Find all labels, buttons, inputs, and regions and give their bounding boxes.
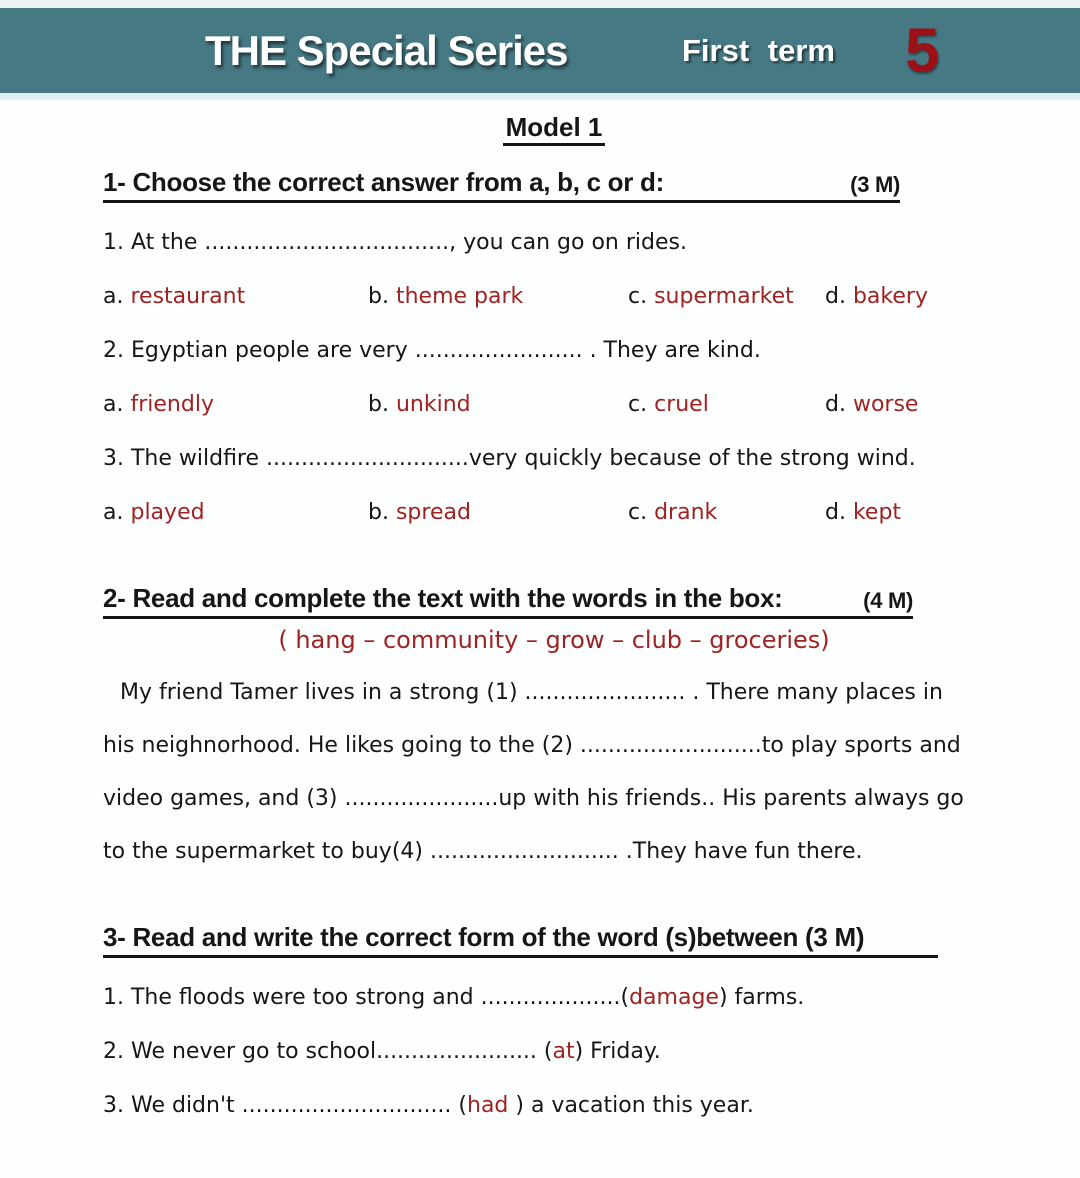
series-title: THE Special Series [205,26,568,74]
option-d: d. kept [825,500,902,525]
issue-number: 5 [905,16,940,85]
term-label: First term [682,32,835,68]
paragraph-line-1: My friend Tamer lives in a strong (1) ....................... . There many places in [120,680,943,705]
option-c: c. drank [628,500,718,525]
section-2-heading [103,583,913,619]
section-1-marks: (3 M) [850,172,900,197]
top-strip [0,0,1080,8]
section-1-heading [103,167,900,203]
option-b: b. spread [368,500,471,525]
option-d: d. bakery [825,284,928,309]
section-3-heading-text: 3- Read and write the correct form of the word (s)between (3 M) [103,922,865,952]
section-2-heading-text: 2- Read and complete the text with the words in the box: [103,583,783,613]
given-word: had [467,1093,509,1118]
completion-paragraph [103,679,1005,866]
options-row-3 [103,499,1005,527]
option-c: c. supermarket [628,284,794,309]
question-line-3: 3. The wildfire .............................very quickly because of the strong wind. [103,446,916,471]
word-form-item-2: 2. We never go to school....................... (at) Friday. [103,1039,661,1064]
section-2-marks: (4 M) [863,588,913,613]
given-word: at [552,1039,575,1064]
paragraph-line-3: video games, and (3) ......................up with his friends.. His parents always go [103,786,964,811]
option-a: a. played [103,500,205,525]
model-title: Model 1 [103,112,1005,143]
word-form-item-1: 1. The floods were too strong and ....................(damage) farms. [103,985,805,1010]
section-1-heading-text: 1- Choose the correct answer from a, b, c or d: [103,167,664,197]
paragraph-line-2: his neighnorhood. He likes going to the (2) ..........................to play sports and [103,733,961,758]
options-row-2 [103,391,1005,419]
question-line-1: 1. At the ..................................., you can go on rides. [103,230,687,255]
given-word: damage [629,985,719,1010]
section-3-heading [103,922,938,958]
option-c: c. cruel [628,392,709,417]
options-row-1 [103,283,1005,311]
word-form-item-3: 3. We didn't .............................. (had ) a vacation this year. [103,1093,754,1118]
paragraph-line-4: to the supermarket to buy(4) ........................... .They have fun there. [103,839,863,864]
worksheet-content [0,112,1080,1120]
option-a: a. friendly [103,392,214,417]
word-box: ( hang – community – grow – club – groceries) [278,626,830,654]
option-d: d. worse [825,392,919,417]
header-banner [0,8,1080,100]
option-b: b. unkind [368,392,471,417]
option-a: a. restaurant [103,284,246,309]
question-line-2: 2. Egyptian people are very ........................ . They are kind. [103,338,761,363]
option-b: b. theme park [368,284,524,309]
